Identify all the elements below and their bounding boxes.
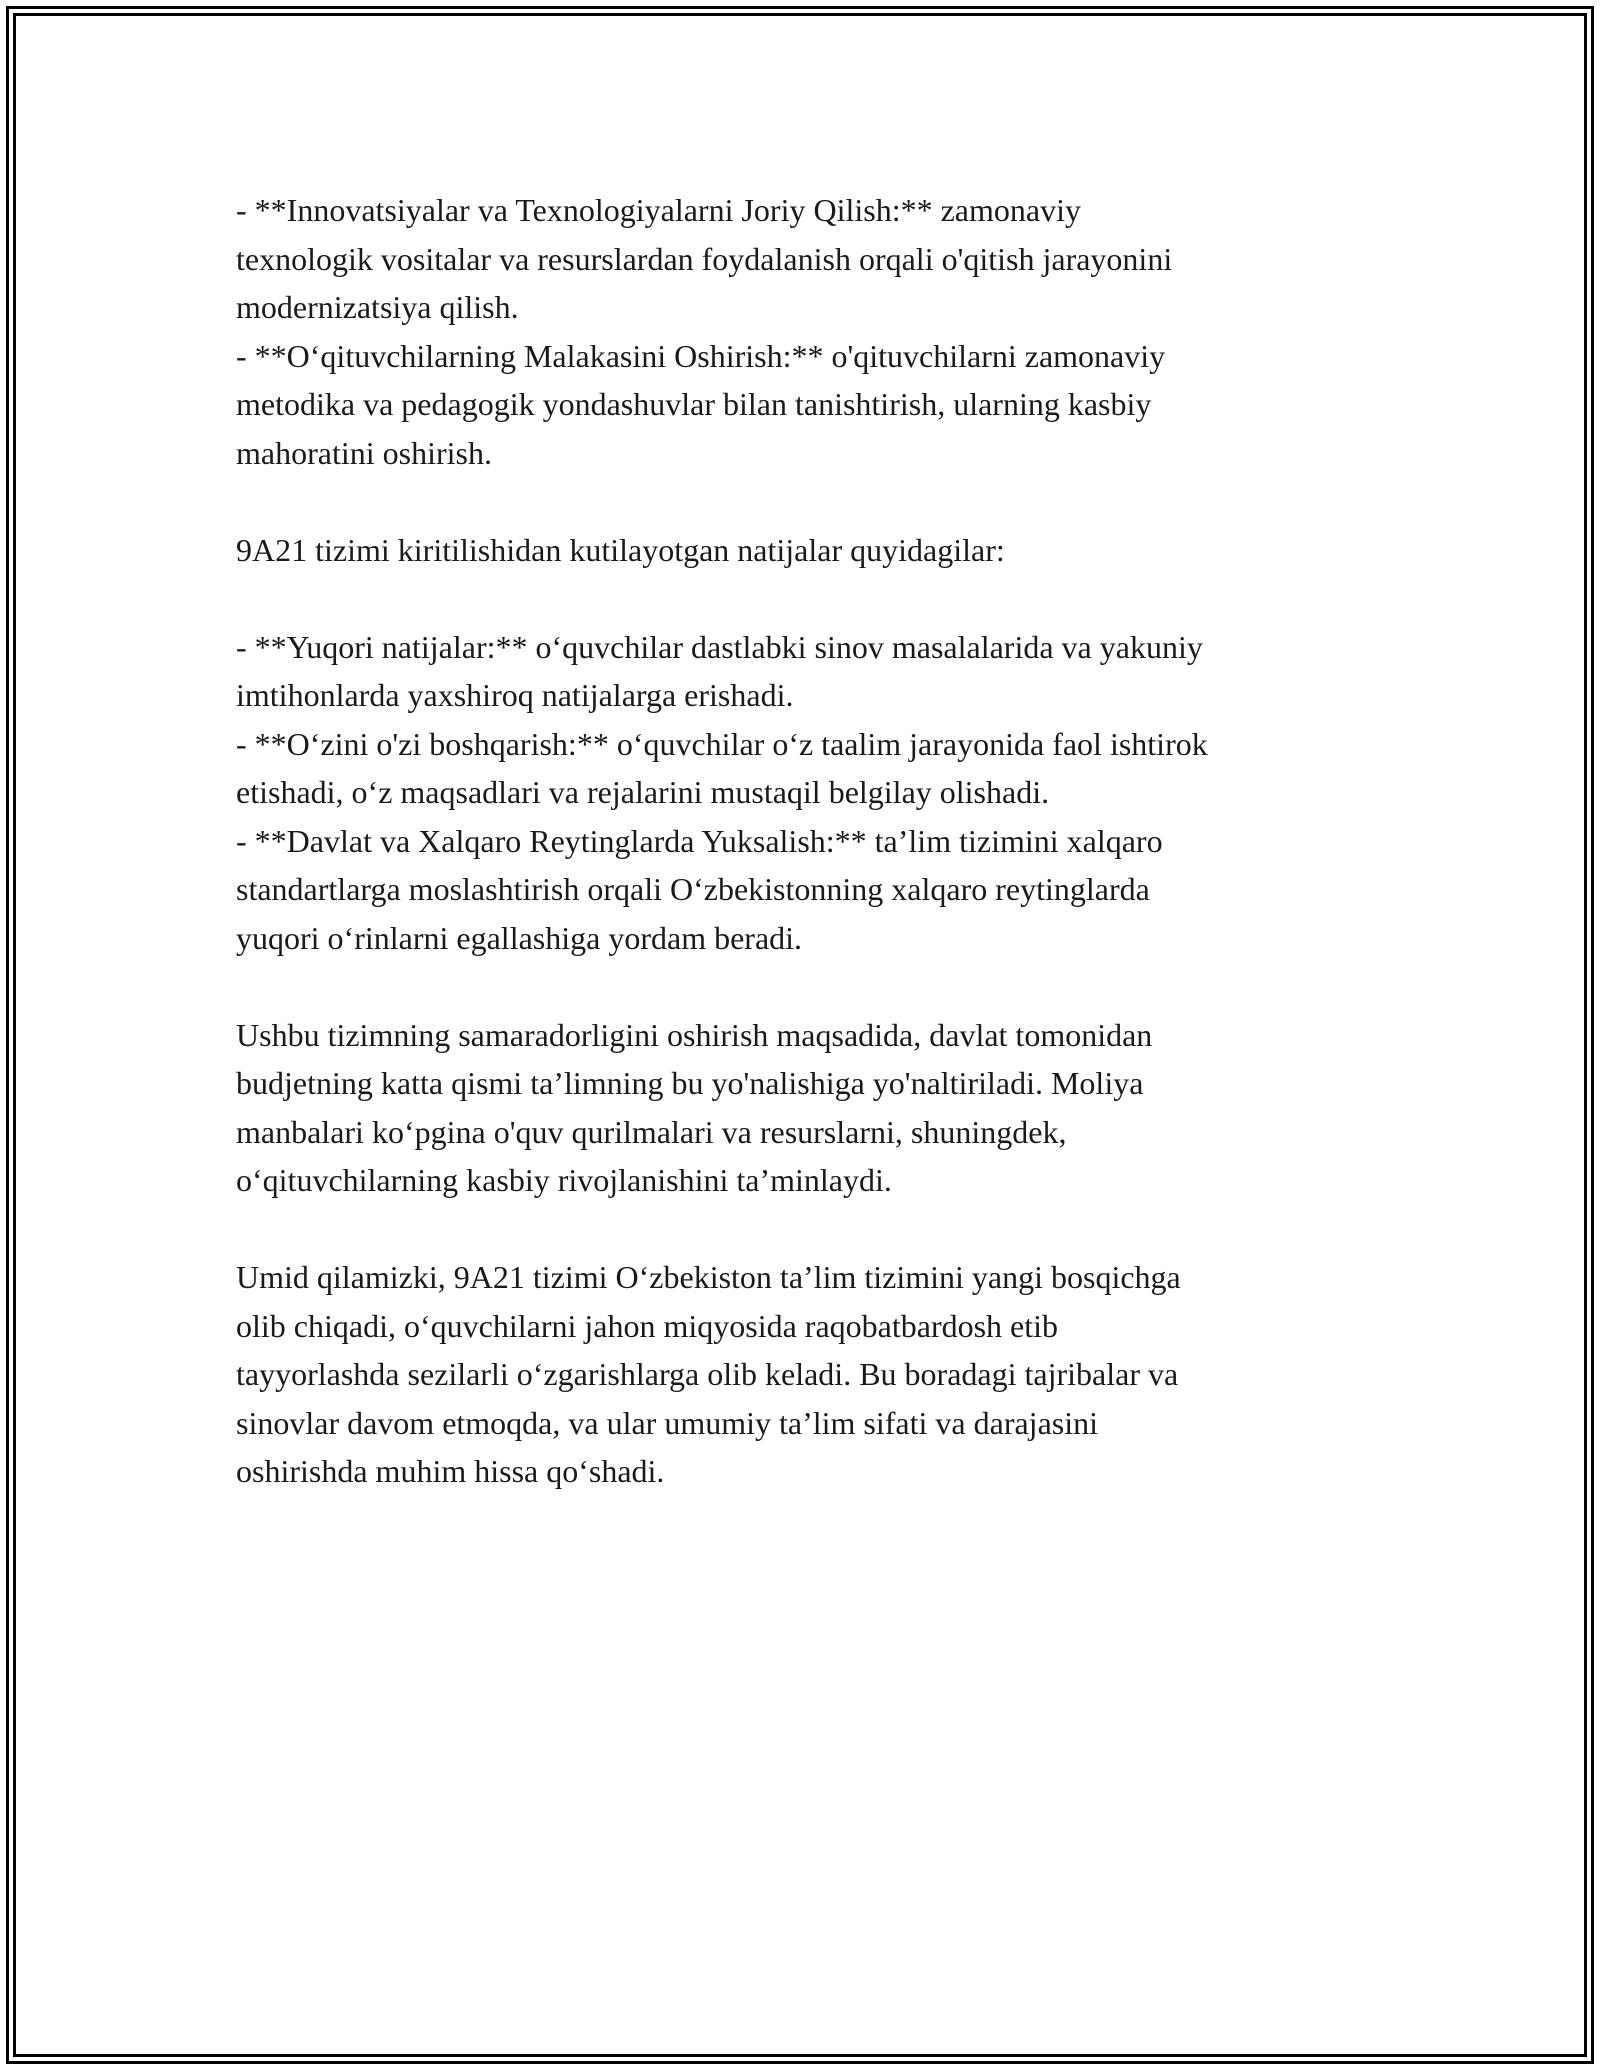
paragraph-expected-results-intro: [236, 526, 1366, 575]
text-line: mahoratini oshirish.: [236, 434, 492, 471]
text-line: standartlarga moslashtirish orqali O‘zbekistonning xalqaro reytinglarda: [236, 871, 1150, 907]
text-line: - **Davlat va Xalqaro Reytinglarda Yuksalish:** ta’lim tizimini xalqaro: [236, 822, 1163, 859]
text-line: yuqori o‘rinlarni egallashiga yordam beradi.: [236, 919, 803, 956]
paragraph-funding: [236, 1011, 1366, 1205]
paragraph-expected-results-list: [236, 623, 1366, 963]
text-line: manbalari ko‘pgina o'quv qurilmalari va resurslarni, shuningdek,: [236, 1113, 1067, 1150]
text-line: Umid qilamizki, 9A21 tizimi O‘zbekiston ta’lim tizimini yangi bosqichga: [236, 1259, 1181, 1295]
text-line: o‘qituvchilarning kasbiy rivojlanishini ta’minlaydi.: [236, 1162, 892, 1198]
paragraph-spacer: [236, 477, 1366, 526]
text-line: budjetning katta qismi ta’limning bu yo'nalishiga yo'naltiriladi. Moliya: [236, 1065, 1144, 1101]
text-line: 9A21 tizimi kiritilishidan kutilayotgan natijalar quyidagilar:: [236, 531, 1005, 568]
text-line: - **Innovatsiyalar va Texnologiyalarni Joriy Qilish:** zamonaviy: [236, 192, 1081, 228]
text-line: sinovlar davom etmoqda, va ular umumiy ta’lim sifati va darajasini: [236, 1404, 1098, 1441]
paragraph-conclusion: [236, 1253, 1366, 1496]
text-line: tayyorlashda sezilarli o‘zgarishlarga olib keladi. Bu boradagi tajribalar va: [236, 1356, 1179, 1392]
text-line: modernizatsiya qilish.: [236, 289, 519, 325]
text-line: Ushbu tizimning samaradorligini oshirish maqsadida, davlat tomonidan: [236, 1016, 1153, 1053]
text-line: imtihonlarda yaxshiroq natijalarga erishadi.: [236, 677, 794, 713]
text-line: - **O‘qituvchilarning Malakasini Oshirish:** o'qituvchilarni zamonaviy: [236, 337, 1166, 374]
text-line: etishadi, o‘z maqsadlari va rejalarini mustaqil belgilay olishadi.: [236, 774, 1050, 810]
text-line: texnologik vositalar va resurslardan foydalanish orqali o'qitish jarayonini: [236, 240, 1173, 277]
paragraph-spacer: [236, 1205, 1366, 1254]
text-line: - **Yuqori natijalar:** o‘quvchilar dastlabki sinov masalalarida va yakuniy: [236, 628, 1203, 665]
text-line: metodika va pedagogik yondashuvlar bilan tanishtirish, ularning kasbiy: [236, 386, 1152, 422]
text-line: olib chiqadi, o‘quvchilarni jahon miqyosida raqobatbardosh etib: [236, 1307, 1059, 1344]
document-body: [236, 186, 1366, 1496]
text-line: oshirishda muhim hissa qo‘shadi.: [236, 1453, 665, 1489]
paragraph-spacer: [236, 574, 1366, 623]
paragraph-innovations-and-teachers: [236, 186, 1366, 477]
paragraph-spacer: [236, 962, 1366, 1011]
text-line: - **O‘zini o'zi boshqarish:** o‘quvchilar o‘z taalim jarayonida faol ishtirok: [236, 725, 1208, 762]
